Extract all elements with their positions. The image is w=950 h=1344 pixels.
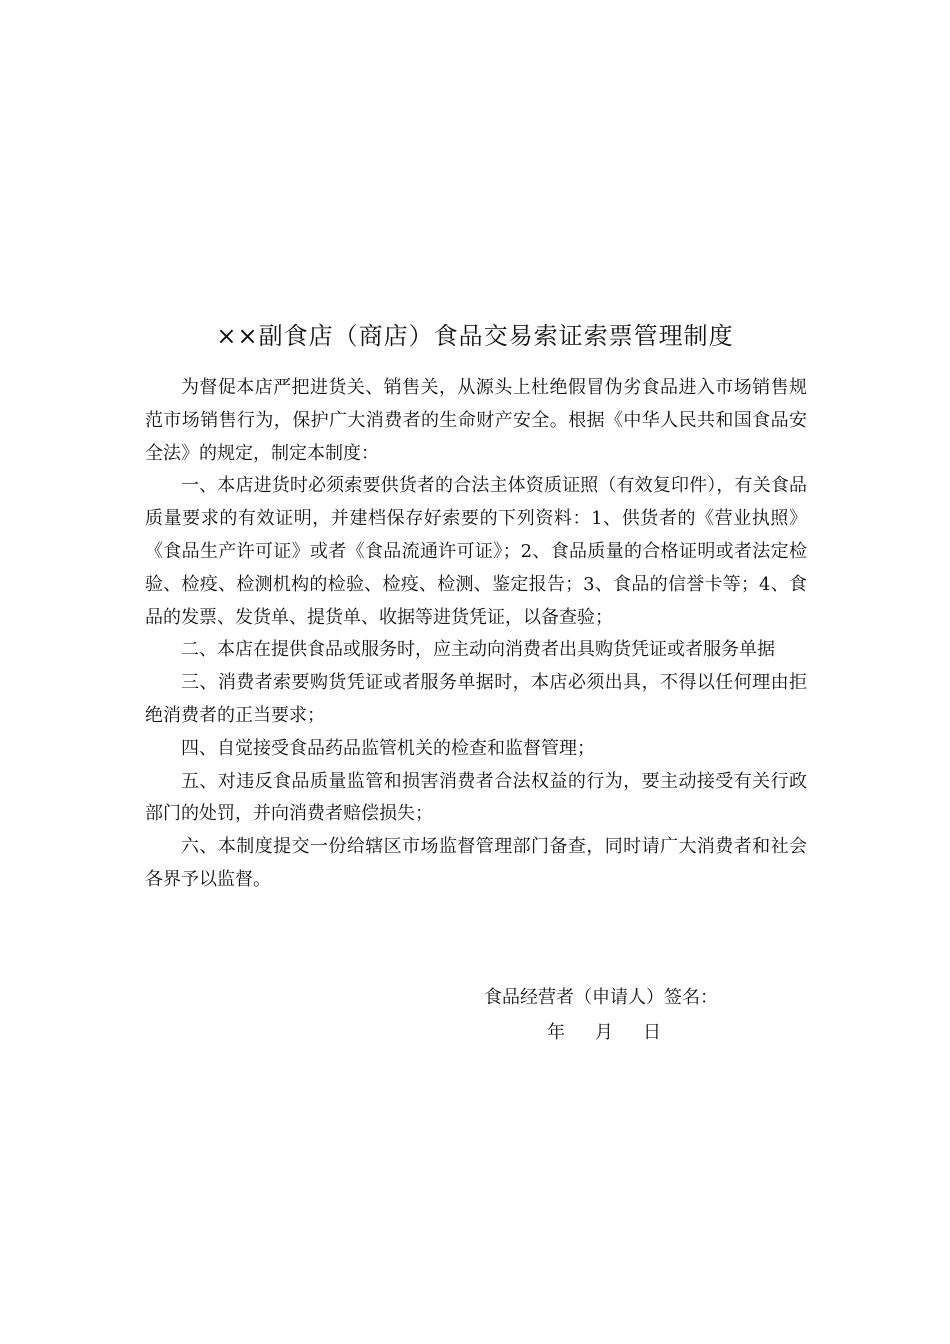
signature-label: 食品经营者（申请人）签名： (484, 987, 718, 1008)
paragraph-intro: 为督促本店严把进货关、销售关，从源头上杜绝假冒伪劣食品进入市场销售规范市场销售行为，保护广大消费者的生命财产安全。根据《中华人民共和国食品安全法》的规定，制定本制度： (145, 377, 807, 464)
document-title: ××副食店（商店）食品交易索证索票管理制度 (216, 322, 734, 350)
paragraph-rule-3: 三、消费者索要购货凭证或者服务单据时，本店必须出具，不得以任何理由拒绝消费者的正当要求； (145, 672, 807, 726)
paragraph-rule-4: 四、自觉接受食品药品监管机关的检查和监督管理； (181, 737, 595, 759)
date-day-label: 日 (643, 1022, 661, 1043)
paragraph-rule-1: 一、本店进货时必须索要供货者的合法主体资质证照（有效复印件），有关食品质量要求的有效证明，并建档保存好索要的下列资料：1、供货者的《营业执照》《食品生产许可证》或者《食品流通许可证》；2、食品质量的合格证明或者法定检验、检疫、检测机构的检验、检疫、检测、鉴定报告；3、食品的信誉卡等；4、食品的发票、发货单、提货单、收据等进货凭证，以备查验； (145, 475, 807, 628)
paragraph-rule-6: 六、本制度提交一份给辖区市场监督管理部门备查，同时请广大消费者和社会各界予以监督。 (145, 836, 807, 890)
paragraph-rule-2: 二、本店在提供食品或服务时，应主动向消费者出具购货凭证或者服务单据 (181, 639, 775, 661)
document-body (145, 372, 807, 897)
paragraph-rule-5: 五、对违反食品质量监管和损害消费者合法权益的行为，要主动接受有关行政部门的处罚，并向消费者赔偿损失； (145, 770, 807, 825)
date-month-label: 月 (595, 1022, 613, 1043)
date-year-label: 年 (547, 1022, 565, 1043)
